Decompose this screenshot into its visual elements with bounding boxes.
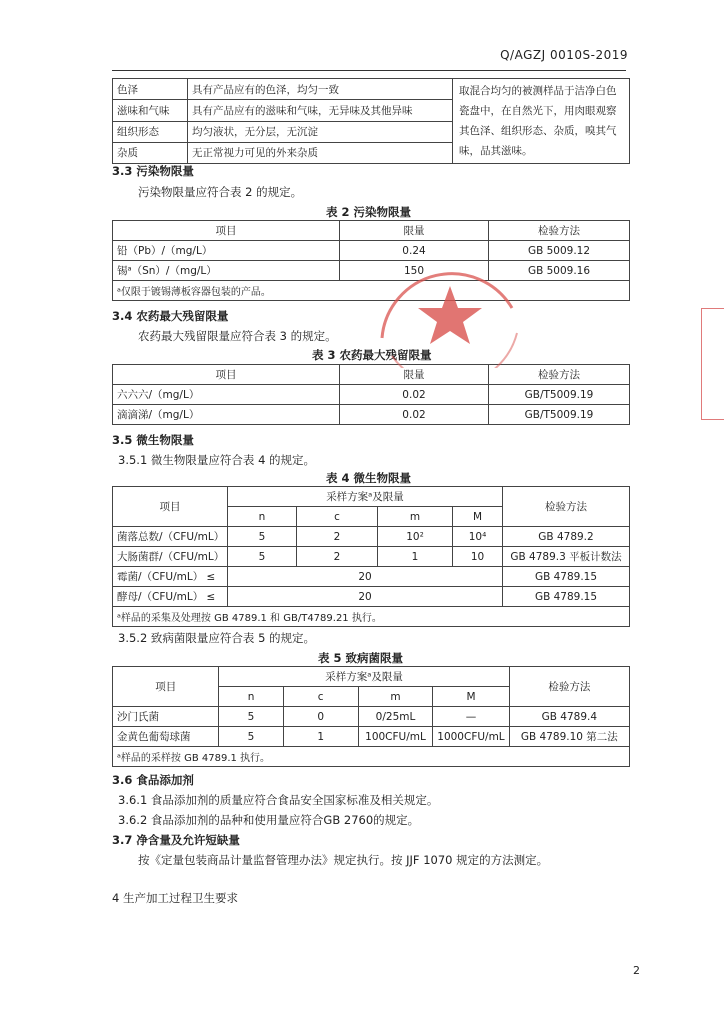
section-3-6-title: 3.6 食品添加剂 (112, 773, 194, 787)
table4-method: GB 4789.15 (503, 567, 630, 587)
section-3-5-1-text: 3.5.1 微生物限量应符合表 4 的规定。 (118, 453, 316, 467)
table1-item: 组织形态 (113, 121, 188, 142)
table4-value: 20 (228, 587, 503, 607)
table4-item: 菌落总数/（CFU/mL） (113, 527, 228, 547)
table1-req: 具有产品应有的色泽，均匀一致 (188, 79, 453, 100)
table4-item: 霉菌/（CFU/mL） ≤ (113, 567, 228, 587)
table2-limit: 0.24 (340, 241, 489, 261)
table5-m: 0/25mL (358, 707, 433, 727)
table5-sub: n (219, 687, 283, 707)
section-3-3-text: 污染物限量应符合表 2 的规定。 (138, 185, 303, 199)
table1-item: 杂质 (113, 142, 188, 163)
table5-sub: M (433, 687, 509, 707)
table5-method: GB 4789.10 第二法 (509, 727, 629, 747)
section-4-title: 4 生产加工过程卫生要求 (112, 891, 238, 905)
table5-M: 1000CFU/mL (433, 727, 509, 747)
table4-header-method: 检验方法 (503, 487, 630, 527)
section-3-6-2-text: 3.6.2 食品添加剂的品种和使用量应符合GB 2760的规定。 (118, 813, 420, 827)
table4-header-plan: 采样方案ᵃ及限量 (228, 487, 503, 507)
table2-note: ᵃ仅限于镀锡薄板容器包装的产品。 (113, 281, 630, 301)
table4-m: 10² (378, 527, 453, 547)
side-stamp-fragment (701, 308, 724, 420)
table4-method: GB 4789.15 (503, 587, 630, 607)
table4-item: 大肠菌群/（CFU/mL） (113, 547, 228, 567)
section-3-4-title: 3.4 农药最大残留限量 (112, 309, 229, 323)
table3-item: 滴滴涕/（mg/L） (113, 405, 340, 425)
table4-note: ᵃ样品的采集及处理按 GB 4789.1 和 GB/T4789.21 执行。 (113, 607, 630, 627)
table3-caption: 表 3 农药最大残留限量 (312, 348, 432, 362)
section-3-7-text: 按《定量包装商品计量监督管理办法》规定执行。按 JJF 1070 规定的方法测定。 (138, 853, 549, 867)
table4-method: GB 4789.3 平板计数法 (503, 547, 630, 567)
table4-caption: 表 4 微生物限量 (326, 471, 412, 485)
table4-sub: M (453, 507, 503, 527)
table2-caption: 表 2 污染物限量 (326, 205, 412, 219)
table5-item: 沙门氏菌 (113, 707, 219, 727)
table4-sub: m (378, 507, 453, 527)
table5-header-plan: 采样方案ᵃ及限量 (219, 667, 509, 687)
table5-n: 5 (219, 727, 283, 747)
table3-header: 项目 (113, 365, 340, 385)
table5-m: 100CFU/mL (358, 727, 433, 747)
section-3-4-text: 农药最大残留限量应符合表 3 的规定。 (138, 329, 337, 343)
table4-n: 5 (228, 547, 297, 567)
contaminant-table (112, 220, 630, 301)
table3-limit: 0.02 (340, 405, 489, 425)
document-code: Q/AGZJ 0010S-2019 (500, 48, 628, 62)
table4-c: 2 (297, 547, 378, 567)
table4-sub: c (297, 507, 378, 527)
table5-c: 1 (283, 727, 358, 747)
table5-caption: 表 5 致病菌限量 (318, 651, 404, 665)
table5-item: 金黄色葡萄球菌 (113, 727, 219, 747)
table4-header-item: 项目 (113, 487, 228, 527)
table1-method: 取混合均匀的被测样品于洁净白色瓷盘中，在自然光下，用肉眼观察其色泽、组织形态、杂质，嗅其气味，品其滋味。 (453, 79, 630, 164)
table2-header: 限量 (340, 221, 489, 241)
section-3-5-title: 3.5 微生物限量 (112, 433, 194, 447)
table2-method: GB 5009.12 (489, 241, 630, 261)
table4-item: 酵母/（CFU/mL） ≤ (113, 587, 228, 607)
table3-header: 检验方法 (489, 365, 630, 385)
pathogen-table (112, 666, 630, 767)
table1-item: 滋味和气味 (113, 100, 188, 121)
table2-header: 检验方法 (489, 221, 630, 241)
table1-req: 具有产品应有的滋味和气味，无异味及其他异味 (188, 100, 453, 121)
section-3-3-title: 3.3 污染物限量 (112, 164, 194, 178)
sensory-table (112, 78, 630, 164)
table2-item: 铅（Pb）/（mg/L） (113, 241, 340, 261)
table2-header: 项目 (113, 221, 340, 241)
table3-header: 限量 (340, 365, 489, 385)
table5-header-method: 检验方法 (509, 667, 629, 707)
table4-m: 1 (378, 547, 453, 567)
table4-sub: n (228, 507, 297, 527)
header-rule (112, 70, 626, 71)
section-3-5-2-text: 3.5.2 致病菌限量应符合表 5 的规定。 (118, 631, 316, 645)
table4-c: 2 (297, 527, 378, 547)
table4-n: 5 (228, 527, 297, 547)
table5-M: — (433, 707, 509, 727)
table5-sub: c (283, 687, 358, 707)
table4-value: 20 (228, 567, 503, 587)
table2-method: GB 5009.16 (489, 261, 630, 281)
table5-header-item: 项目 (113, 667, 219, 707)
table5-sub: m (358, 687, 433, 707)
table4-method: GB 4789.2 (503, 527, 630, 547)
table2-limit: 150 (340, 261, 489, 281)
section-3-6-1-text: 3.6.1 食品添加剂的质量应符合食品安全国家标准及相关规定。 (118, 793, 439, 807)
pesticide-table (112, 364, 630, 425)
table1-req: 均匀液状，无分层，无沉淀 (188, 121, 453, 142)
table3-method: GB/T5009.19 (489, 385, 630, 405)
company-seal (372, 238, 522, 368)
page-number: 2 (633, 964, 640, 977)
table4-M: 10⁴ (453, 527, 503, 547)
table1-item: 色泽 (113, 79, 188, 100)
table3-limit: 0.02 (340, 385, 489, 405)
table5-method: GB 4789.4 (509, 707, 629, 727)
table3-method: GB/T5009.19 (489, 405, 630, 425)
table5-c: 0 (283, 707, 358, 727)
section-3-7-title: 3.7 净含量及允许短缺量 (112, 833, 240, 847)
table4-M: 10 (453, 547, 503, 567)
table1-req: 无正常视力可见的外来杂质 (188, 142, 453, 163)
table5-note: ᵃ样品的采样按 GB 4789.1 执行。 (113, 747, 630, 767)
microbial-table (112, 486, 630, 627)
table5-n: 5 (219, 707, 283, 727)
table3-item: 六六六/（mg/L） (113, 385, 340, 405)
table2-item: 锡ᵃ（Sn）/（mg/L） (113, 261, 340, 281)
